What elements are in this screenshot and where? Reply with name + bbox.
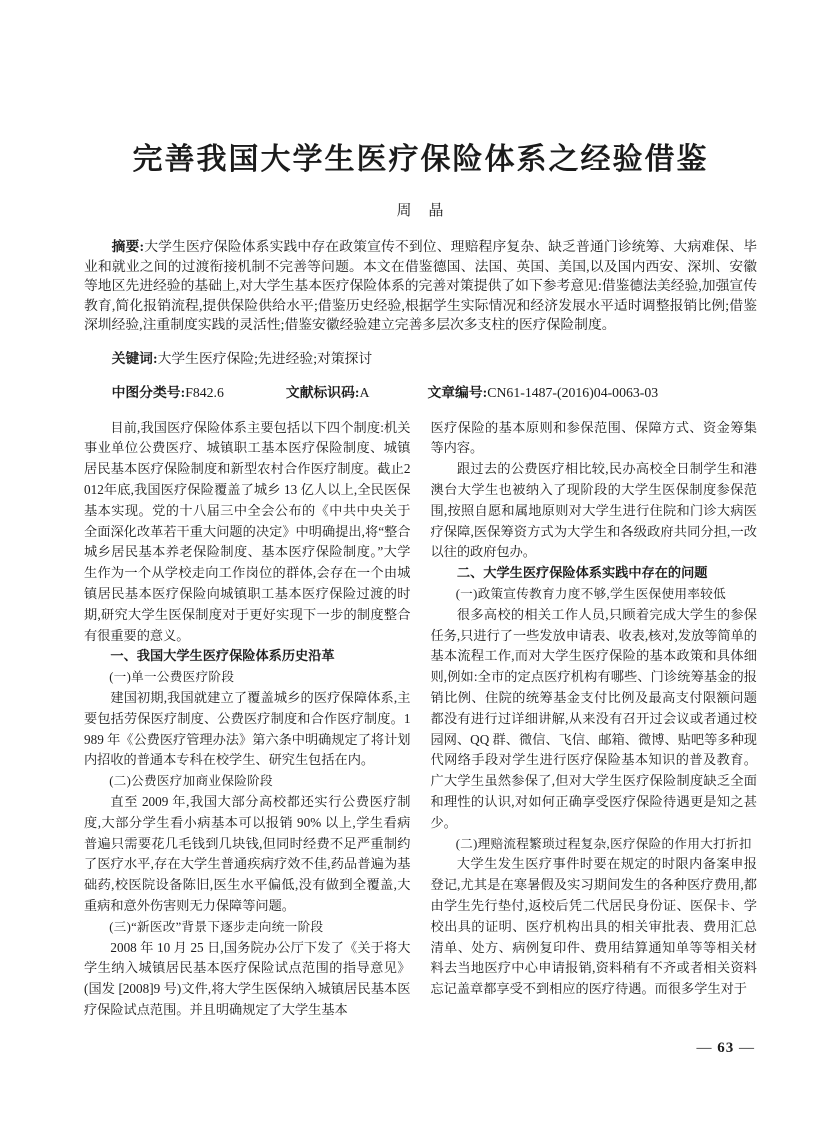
abstract-label: 摘要:: [111, 239, 145, 255]
left-column: [84, 418, 411, 1021]
document-code: [286, 385, 370, 400]
section-heading: 一、我国大学生医疗保险体系历史沿革: [110, 648, 335, 664]
clc-label: 中图分类号:: [111, 384, 186, 400]
right-column: [431, 418, 758, 1021]
abstract-paragraph: [84, 237, 757, 335]
article-id: [427, 385, 658, 400]
clc-number: [112, 385, 224, 400]
page-number: [697, 1040, 756, 1057]
clc-value: F842.6: [185, 384, 224, 400]
body-columns: [84, 418, 757, 1021]
author-name: 周 晶: [396, 203, 445, 220]
body-paragraph: 很多高校的相关工作人员,只顾着完成大学生的参保任务,只进行了一些发放申请表、收表,核对,发放等简单的基本流程工作,而对大学生医疗保险的基本政策和具体细则,例如:全市的定点医疗机构有哪些、门诊统筹基金的报销比例、住院的统筹基金支付比例及最高支付限额问题都没有进行过详细讲解,从来没有召开过会议或者通过校园网、QQ 群、微信、飞信、邮箱、微博、贴吧等多种现代网络手段对学生进行医疗保险基本知识的普及教育。广大学生虽然参保了,但对大学生医疗保险制度缺乏全面和理性的认识,对如何正确享受医疗保险待遇更是知之甚少。: [430, 606, 757, 830]
article-title: 完善我国大学生医疗保险体系之经验借鉴: [132, 143, 709, 176]
body-paragraph: 大学生发生医疗事件时要在规定的时限内备案申报登记,尤其是在寒暑假及实习期间发生的各种医疗费用,都由学生先行垫付,返校后凭二代居民身份证、医保卡、学校出具的证明、医疗机构出具的相关审批表、费用汇总清单、处方、病例复印件、费用结算通知单等等相关材料去当地医疗中心申请报销,资料稍有不齐或者相关资料忘记盖章都享受不到相应的医疗待遇。而很多学生对于: [430, 856, 757, 997]
body-paragraph: 2008 年 10 月 25 日,国务院办公厅下发了《关于将大学生纳入城镇居民基本医疗保险试点范围的指导意见》(国发 [2008]9 号)文件,将大学生医保纳入城镇居民基本医疗保险试点范围。并且明确规定了大学生基本: [84, 939, 411, 1017]
page-number-value: 63: [717, 1040, 735, 1056]
keywords-text: 大学生医疗保险;先进经验;对策探讨: [157, 350, 373, 366]
body-paragraph: 医疗保险的基本原则和参保范围、保障方式、资金筹集等内容。: [430, 419, 757, 456]
subsection-heading: (二)公费医疗加商业保险阶段: [109, 774, 273, 789]
body-paragraph: 建国初期,我国就建立了覆盖城乡的医疗保障体系,主要包括劳保医疗制度、公费医疗制度和合作医疗制度。1989 年《公费医疗管理办法》第六条中明确规定了将计划内招收的普通本专科在校学生、研究生包括在内。: [84, 690, 411, 768]
keywords-line: [84, 349, 757, 369]
article-id-label: 文章编号:: [427, 384, 488, 400]
page-number-dash-left: —: [696, 1040, 713, 1056]
article-id-value: CN61-1487-(2016)04-0063-03: [487, 384, 659, 400]
subsection-heading: (二)理赔流程繁琐过程复杂,医疗保险的作用大打折扣: [455, 836, 752, 851]
doc-code-label: 文献标识码:: [285, 384, 360, 400]
subsection-heading: (一)政策宣传教育力度不够,学生医保使用率较低: [455, 587, 726, 602]
abstract-text: 大学生医疗保险体系实践中存在政策宣传不到位、理赔程序复杂、缺乏普通门诊统筹、大病难保、毕业和就业之间的过渡衔接机制不完善等问题。本文在借鉴德国、法国、英国、美国,以及国内西安、深圳、安徽等地区先进经验的基础上,对大学生基本医疗保险体系的完善对策提供了如下参考意见:借鉴德法美经验,加强宣传教育,简化报销流程,提供保险供给水平;借鉴历史经验,根据学生实际情况和经济发展水平适时调整报销比例;借鉴深圳经验,注重制度实践的灵活性;借鉴安徽经验建立完善多层次多支柱的医疗保险制度。: [84, 239, 757, 333]
subsection-heading: (三)“新医改”背景下逐步走向统一阶段: [109, 919, 324, 934]
body-paragraph: 目前,我国医疗保险体系主要包括以下四个制度:机关事业单位公费医疗、城镇职工基本医疗保险制度、城镇居民基本医疗保险制度和新型农村合作医疗制度。截止2012年底,我国医疗保险覆盖了城乡 13 亿人以上,全民医保基本实现。党的十八届三中全会公布的《中共中央关于全面深化改革若干重大问题的决定》中明确提出,将“整合城乡居民基本养老保险制度、基本医疗保险制度。”大学生作为一个从学校走向工作岗位的群体,会存在一个由城镇居民基本医疗保险向城镇职工基本医疗保险过渡的时期,研究大学生医保制度对于更好实现下一步的制度整合有很重要的意义。: [84, 419, 411, 643]
section-heading: 二、大学生医疗保险体系实践中存在的问题: [456, 565, 708, 581]
page-number-dash-right: —: [739, 1040, 755, 1056]
page-content: [84, 0, 757, 1021]
body-paragraph: 跟过去的公费医疗相比较,民办高校全日制学生和港澳台大学生也被纳入了现阶段的大学生医保制度参保范围,按照自愿和属地原则对大学生进行住院和门诊大病医疗保障,医保筹资方式为大学生和各级政府共同分担,一改以往的政府包办。: [430, 461, 757, 560]
keywords-label: 关键词:: [111, 350, 158, 366]
classification-line: [84, 383, 757, 403]
doc-code-value: A: [359, 384, 370, 400]
subsection-heading: (一)单一公费医疗阶段: [109, 670, 235, 685]
body-paragraph: 直至 2009 年,我国大部分高校都还实行公费医疗制度,大部分学生看小病基本可以报销 90% 以上,学生看病普遍只需要花几毛钱到几块钱,但同时经费不足严重制约了医疗水平,存在大学生普通疾病疗效不佳,药品普遍为基础药,校医院设备陈旧,医生水平偏低,没有做到全覆盖,大重病和意外伤害则无力保障等问题。: [84, 794, 411, 913]
